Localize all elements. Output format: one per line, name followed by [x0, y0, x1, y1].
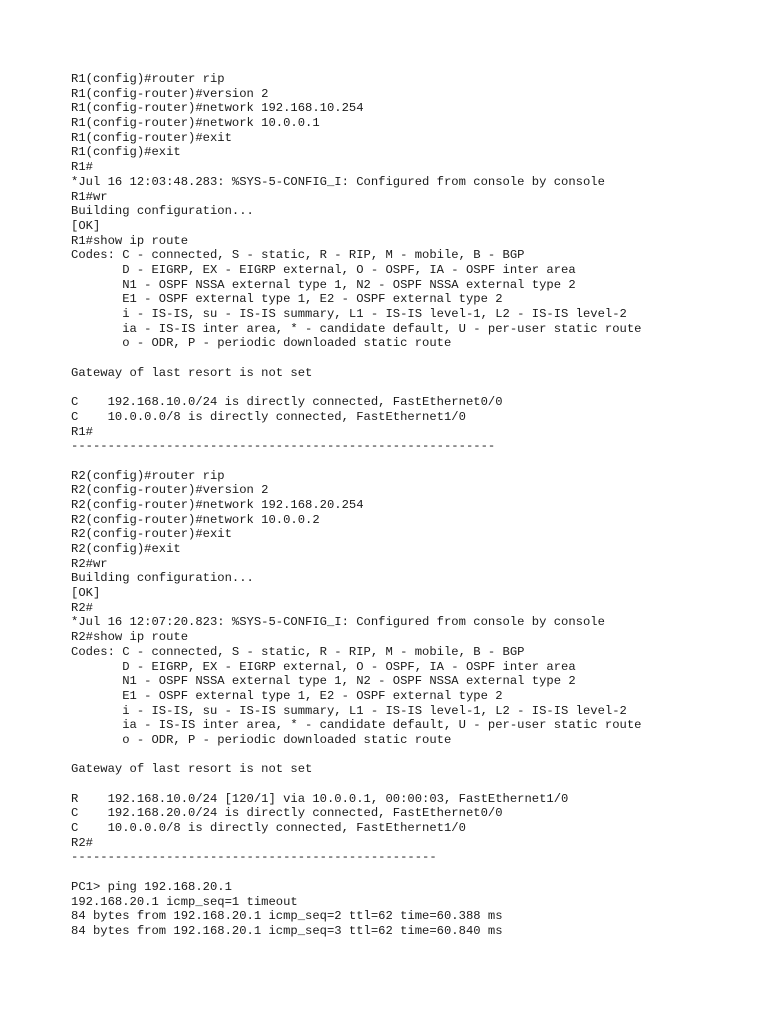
- text-line: o - ODR, P - periodic downloaded static route: [71, 732, 452, 747]
- text-line: R1(config-router)#network 10.0.0.1: [71, 116, 320, 131]
- text-line: --------------------------------------------------: [71, 850, 437, 865]
- text-line: R2(config)#exit: [71, 542, 181, 556]
- text-line: R1(config-router)#network 192.168.10.254: [71, 101, 364, 116]
- text-line: R2#show ip route: [71, 630, 189, 645]
- text-line: Gateway of last resort is not set: [71, 365, 313, 380]
- text-line: i - IS-IS, su - IS-IS summary, L1 - IS-IS level-1, L2 - IS-IS level-2: [71, 307, 627, 321]
- text-line: R2(config-router)#version 2: [71, 483, 269, 498]
- text-line: 84 bytes from 192.168.20.1 icmp_seq=3 ttl=62 time=60.840 ms: [71, 923, 503, 938]
- text-line: R1(config-router)#version 2: [71, 86, 269, 101]
- text-line: Gateway of last resort is not set: [71, 762, 313, 777]
- text-line: R1(config-router)#exit: [71, 130, 232, 145]
- text-line: C 10.0.0.0/8 is directly connected, FastEthernet1/0: [71, 409, 466, 424]
- text-line: R2#: [71, 600, 93, 615]
- text-line: R1#: [71, 160, 93, 175]
- text-line: R1#show ip route: [71, 233, 189, 248]
- text-line: [OK]: [71, 218, 101, 233]
- text-line: [OK]: [71, 586, 101, 601]
- text-line: R2#: [71, 835, 93, 850]
- text-line: C 192.168.20.0/24 is directly connected, FastEthernet0/0: [71, 806, 503, 821]
- text-line: 84 bytes from 192.168.20.1 icmp_seq=2 ttl=62 time=60.388 ms: [71, 909, 503, 924]
- text-line: Building configuration...: [71, 204, 254, 219]
- text-line: R2(config-router)#network 192.168.20.254: [71, 497, 364, 512]
- text-line: E1 - OSPF external type 1, E2 - OSPF external type 2: [71, 292, 503, 307]
- text-line: Codes: C - connected, S - static, R - RIP, M - mobile, B - BGP: [71, 644, 525, 659]
- text-line: ia - IS-IS inter area, * - candidate default, U - per-user static route: [71, 321, 642, 336]
- text-line: R2(config-router)#exit: [71, 527, 232, 542]
- text-line: [71, 454, 758, 469]
- text-line: i - IS-IS, su - IS-IS summary, L1 - IS-IS level-1, L2 - IS-IS level-2: [71, 703, 627, 718]
- text-line: D - EIGRP, EX - EIGRP external, O - OSPF, IA - OSPF inter area: [71, 659, 576, 674]
- text-line: o - ODR, P - periodic downloaded static route: [71, 336, 452, 351]
- text-line: [71, 748, 758, 763]
- text-line: R 192.168.10.0/24 [120/1] via 10.0.0.1, 00:00:03, FastEthernet1/0: [71, 791, 569, 806]
- text-line: R2(config)#router rip: [71, 468, 225, 483]
- text-line: Building configuration...: [71, 571, 254, 586]
- text-line: R2#wr: [71, 556, 108, 571]
- text-line: R1(config)#exit: [71, 145, 181, 160]
- text-line: [71, 351, 758, 366]
- document-text: [71, 72, 758, 939]
- text-line: ia - IS-IS inter area, * - candidate default, U - per-user static route: [71, 718, 642, 733]
- text-line: C 192.168.10.0/24 is directly connected, FastEthernet0/0: [71, 395, 503, 410]
- text-line: PC1> ping 192.168.20.1: [71, 879, 232, 894]
- text-line: N1 - OSPF NSSA external type 1, N2 - OSPF NSSA external type 2: [71, 674, 576, 689]
- text-line: Codes: C - connected, S - static, R - RIP, M - mobile, B - BGP: [71, 248, 525, 263]
- text-line: R1#: [71, 424, 93, 439]
- text-line: D - EIGRP, EX - EIGRP external, O - OSPF, IA - OSPF inter area: [71, 262, 576, 277]
- text-line: [71, 777, 758, 792]
- text-line: [71, 380, 758, 395]
- text-line: C 10.0.0.0/8 is directly connected, FastEthernet1/0: [71, 821, 466, 836]
- text-line: R2(config-router)#network 10.0.0.2: [71, 512, 320, 527]
- text-line: N1 - OSPF NSSA external type 1, N2 - OSPF NSSA external type 2: [71, 277, 576, 292]
- text-line: R1#wr: [71, 189, 108, 204]
- text-line: R1(config)#router rip: [71, 72, 225, 86]
- text-line: ----------------------------------------------------------: [71, 439, 496, 454]
- text-line: *Jul 16 12:03:48.283: %SYS-5-CONFIG_I: Configured from console by console: [71, 174, 605, 189]
- text-line: 192.168.20.1 icmp_seq=1 timeout: [71, 894, 298, 909]
- text-line: *Jul 16 12:07:20.823: %SYS-5-CONFIG_I: Configured from console by console: [71, 615, 605, 630]
- text-line: [71, 865, 758, 880]
- text-line: E1 - OSPF external type 1, E2 - OSPF external type 2: [71, 688, 503, 703]
